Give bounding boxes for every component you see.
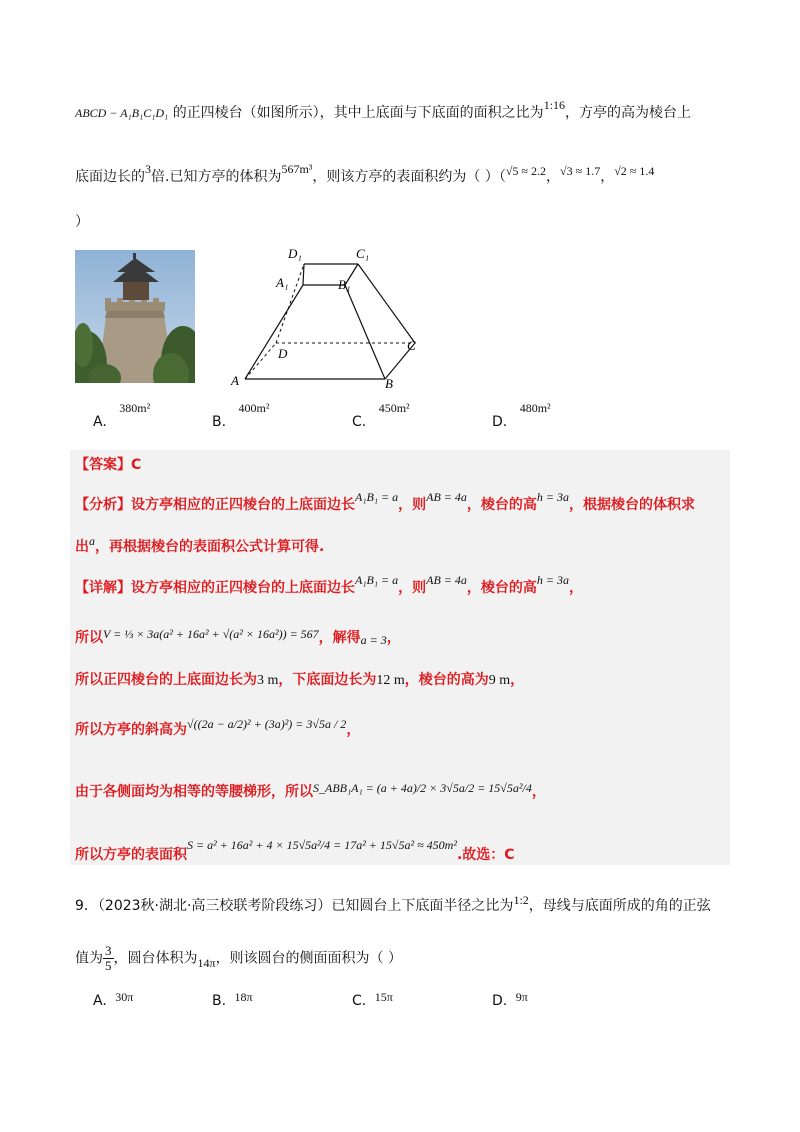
answer-label: 【答案】C xyxy=(75,457,142,473)
edge-bb1 xyxy=(345,285,385,379)
math-a1b1: A₁B₁ = a xyxy=(355,490,399,504)
upper-side: 3 m xyxy=(257,673,279,688)
q9-option-b[interactable] xyxy=(212,990,253,1009)
edge-cc1 xyxy=(358,264,415,343)
math-surface-area: S = a² + 16a² + 4 × 15√5a²/4 = 17a² + 15√5a² ≈ 450m² xyxy=(187,838,457,852)
detail-line-3 xyxy=(75,670,524,691)
q8-text: ，方亭的高为棱台上 xyxy=(565,105,692,121)
detail-text: ，棱台的高 xyxy=(466,580,537,596)
detail-text: 所以方亭的斜高为 xyxy=(75,722,187,738)
option-label: D. xyxy=(492,414,508,430)
detail-text: ， xyxy=(531,784,546,800)
detail-text: 【详解】设方亭相应的正四棱台的上底面边长 xyxy=(75,580,355,596)
math-volume-equation: V = ⅓ × 3a(a² + 16a² + √(a² × 16a²)) = 567 xyxy=(103,627,319,641)
area-ratio: 1:16 xyxy=(543,98,566,112)
q8-text: 底面边长的 xyxy=(75,169,145,185)
q8-line-2 xyxy=(75,162,655,187)
edge-aa1 xyxy=(245,285,303,379)
pavilion-photo-drawing xyxy=(75,250,195,383)
q9-text: 值为 xyxy=(75,950,103,967)
approx-sqrt3: √3 ≈ 1.7 xyxy=(560,164,601,178)
q8-option-a[interactable] xyxy=(93,401,151,430)
detail-text: ，解得 xyxy=(318,630,361,646)
detail-line-1 xyxy=(75,573,583,598)
math-h: h = 3a xyxy=(536,573,569,587)
frustum-volume: 14π xyxy=(197,955,216,970)
fraction-denominator: 5 xyxy=(105,958,112,973)
option-value: 30π xyxy=(115,990,134,1004)
q9-line-1 xyxy=(75,893,711,916)
q9-option-c[interactable] xyxy=(352,990,393,1009)
detail-text: ，则 xyxy=(398,580,427,596)
edge-ad-hidden xyxy=(245,343,276,379)
analysis-text: 【分析】设方亭相应的正四棱台的上底面边长 xyxy=(75,497,355,513)
detail-text: 所以 xyxy=(75,630,103,646)
option-value: 15π xyxy=(374,990,393,1004)
option-value: 18π xyxy=(234,990,253,1004)
detail-text: .故选：C xyxy=(456,847,515,863)
label-a: A xyxy=(231,373,239,388)
detail-line-5 xyxy=(75,782,546,802)
fraction-numerator: 3 xyxy=(105,943,112,958)
frustum-figure xyxy=(228,242,428,392)
q8-sep: ， xyxy=(546,169,561,185)
analysis-text: ，棱台的高 xyxy=(466,497,537,513)
analysis-text: ，则 xyxy=(398,497,427,513)
frustum-height: 9 m xyxy=(488,673,511,688)
option-label: B. xyxy=(212,993,227,1009)
math-ab: AB = 4a xyxy=(426,490,467,504)
frustum-notation: ABCD − A₁B₁C₁D₁ xyxy=(75,106,169,120)
label-d1: D₁ xyxy=(288,246,302,261)
option-label: D. xyxy=(492,993,508,1009)
label-a1: A₁ xyxy=(276,275,289,290)
detail-text: ， xyxy=(386,630,401,646)
option-label: C. xyxy=(352,993,367,1009)
detail-text: 由于各侧面均为相等的等腰梯形，所以 xyxy=(75,784,313,800)
math-a1b1: A₁B₁ = a xyxy=(355,573,399,587)
label-b: B xyxy=(385,376,393,391)
q8-text: 倍.已知方亭的体积为 xyxy=(151,169,282,185)
math-slant-height: √((2a − a/2)² + (3a)²) = 3√5a / 2 xyxy=(187,717,347,731)
detail-line-6 xyxy=(75,838,515,865)
detail-text: ，棱台的高为 xyxy=(404,672,489,688)
q9-text: ，则该圆台的侧面面积为（ ） xyxy=(215,950,403,967)
sine-fraction xyxy=(103,944,114,973)
math-a: a xyxy=(89,534,95,548)
q9-option-a[interactable] xyxy=(93,990,134,1009)
q8-option-b[interactable] xyxy=(212,401,270,430)
math-a-equals: a = 3 xyxy=(360,633,387,647)
lower-side: 12 m xyxy=(376,673,405,688)
q8-option-d[interactable] xyxy=(492,401,551,430)
label-b1: B₁ xyxy=(338,277,351,292)
analysis-line-2 xyxy=(75,534,325,557)
radius-ratio: 1:2 xyxy=(513,893,529,907)
q8-text: ，则该方亭的表面积约为（ ）（ xyxy=(312,169,506,185)
detail-text: ， xyxy=(510,672,525,688)
option-value: 380m² xyxy=(119,401,151,415)
option-value: 450m² xyxy=(378,401,410,415)
analysis-text: ，根据棱台的体积求 xyxy=(568,497,695,513)
height-multiple: 3 xyxy=(145,162,151,176)
q9-line-2 xyxy=(75,944,402,973)
detail-line-4 xyxy=(75,717,361,740)
math-ab: AB = 4a xyxy=(426,573,467,587)
option-value: 480m² xyxy=(519,401,551,415)
option-value: 400m² xyxy=(238,401,270,415)
approx-sqrt5: √5 ≈ 2.2 xyxy=(505,164,547,178)
q8-option-c[interactable] xyxy=(352,401,410,430)
q9-option-d[interactable] xyxy=(492,990,528,1009)
pavilion-photo xyxy=(75,250,195,383)
approx-sqrt2: √2 ≈ 1.4 xyxy=(614,164,655,178)
q9-text: ，圆台体积为 xyxy=(113,950,198,967)
analysis-line-1 xyxy=(75,490,695,515)
label-c: C xyxy=(407,338,416,353)
detail-line-2 xyxy=(75,628,401,648)
detail-text: ， xyxy=(568,580,583,596)
analysis-text: ，再根据棱台的表面积公式计算可得. xyxy=(95,539,325,555)
detail-text: 所以方亭的表面积 xyxy=(75,847,187,863)
analysis-text: 出 xyxy=(75,539,89,555)
option-label: C. xyxy=(352,414,367,430)
detail-text: ，下底面边长为 xyxy=(278,672,377,688)
q8-line-1 xyxy=(75,98,692,123)
option-label: A. xyxy=(93,414,107,430)
volume-value: 567m³ xyxy=(281,162,313,176)
detail-text: ， xyxy=(346,722,361,738)
label-d: D xyxy=(278,346,288,361)
q8-sep: ， xyxy=(600,169,615,185)
option-value: 9π xyxy=(515,990,528,1004)
q9-text: ，母线与底面所成的角的正弦 xyxy=(528,898,711,914)
option-label: A. xyxy=(93,993,107,1009)
math-trapezoid-area: S_ABB₁A₁ = (a + 4a)/2 × 3√5a/2 = 15√5a²/4 xyxy=(313,781,532,795)
math-h: h = 3a xyxy=(536,490,569,504)
q9-text: 9．（2023秋·湖北·高三校联考阶段练习）已知圆台上下底面半径之比为 xyxy=(75,898,514,914)
detail-text: 所以正四棱台的上底面边长为 xyxy=(75,672,257,688)
q8-close-paren: ） xyxy=(75,214,89,230)
option-label: B. xyxy=(212,414,227,430)
q8-text: 的正四棱台（如图所示），其中上底面与下底面的面积之比为 xyxy=(172,105,544,121)
label-c1: C₁ xyxy=(356,246,370,261)
